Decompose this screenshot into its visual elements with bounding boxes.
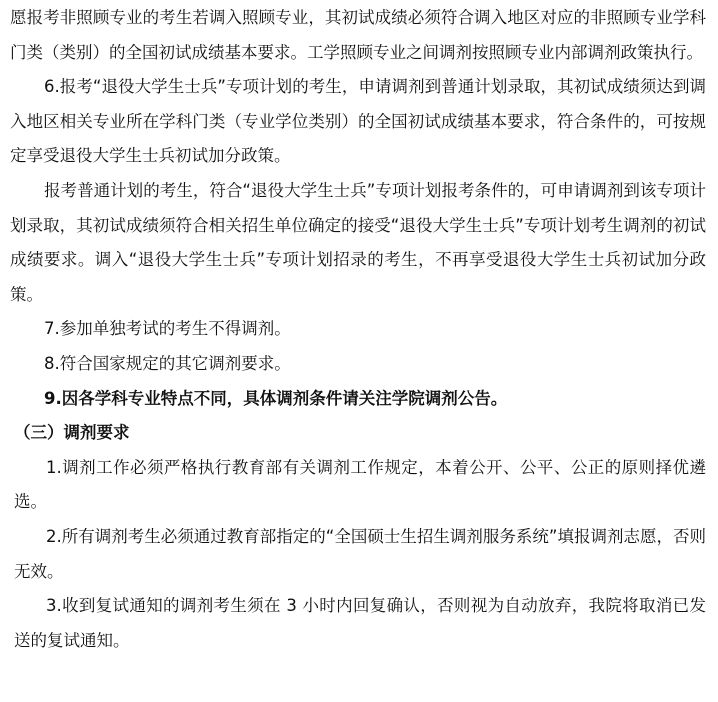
paragraph-item-7: 7.参加单独考试的考生不得调剂。 [44, 319, 291, 339]
paragraph-item-6: 6.报考“退役大学生士兵”专项计划的考生，申请调剂到普通计划录取，其初试成绩须达到调入地区相关专业所在学科门类（专业学位类别）的全国初试成绩基本要求，符合条件的，可按规定享受退役大学生士兵初试加分政策。 [10, 77, 706, 166]
requirement-item-2: 2.所有调剂考生必须通过教育部指定的“全国硕士生招生调剂服务系统”填报调剂志愿，否则无效。 [14, 526, 706, 581]
paragraph-general-plan: 报考普通计划的考生，符合“退役大学生士兵”专项计划报考条件的，可申请调剂到该专项计划录取，其初试成绩须符合相关招生单位确定的接受“退役大学生士兵”专项计划考生调剂的初试成绩要求。调入“退役大学生士兵”专项计划招录的考生，不再享受退役大学生士兵初试加分政策。 [10, 180, 706, 304]
section-heading: （三）调剂要求 [14, 423, 130, 443]
requirement-item-1: 1.调剂工作必须严格执行教育部有关调剂工作规定，本着公开、公平、公正的原则择优遴选。 [14, 457, 706, 512]
paragraph-continuation: 愿报考非照顾专业的考生若调入照顾专业，其初试成绩必须符合调入地区对应的非照顾专业学科门类（类别）的全国初试成绩基本要求。工学照顾专业之间调剂按照顾专业内部调剂政策执行。 [10, 8, 706, 62]
requirement-item-3: 3.收到复试通知的调剂考生须在 3 小时内回复确认，否则视为自动放弃，我院将取消已发送的复试通知。 [14, 596, 706, 650]
paragraph-item-8: 8.符合国家规定的其它调剂要求。 [44, 353, 291, 373]
paragraph-item-9: 9.因各学科专业特点不同，具体调剂条件请关注学院调剂公告。 [44, 388, 508, 408]
